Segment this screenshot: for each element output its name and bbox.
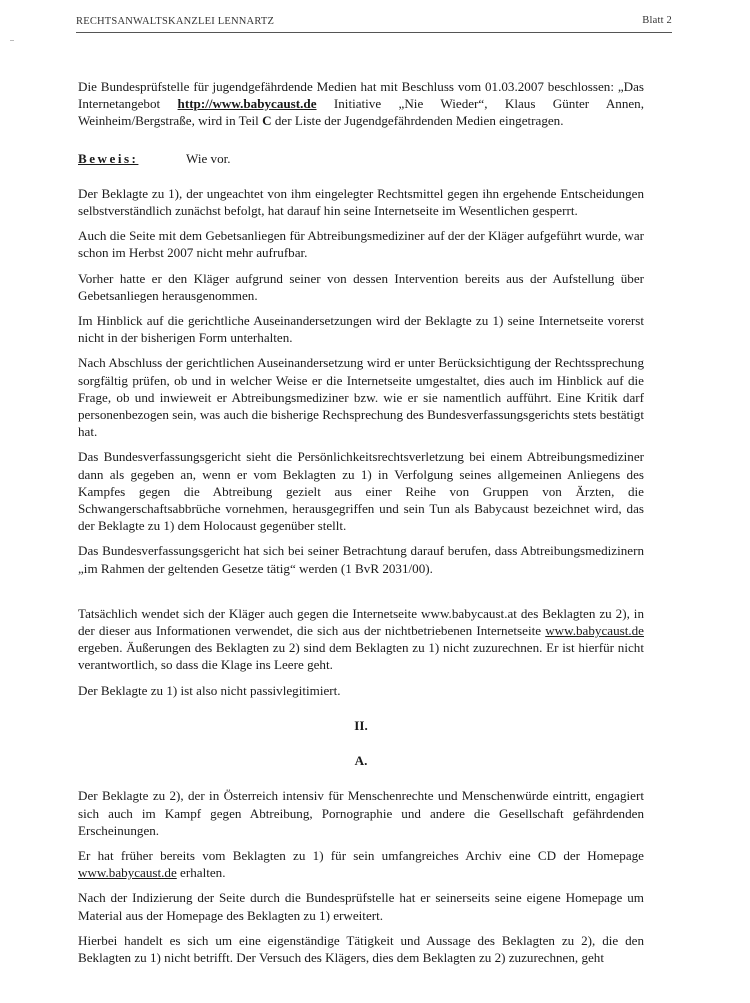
paragraph: Im Hinblick auf die gerichtliche Auseinandersetzungen wird der Beklagte zu 1) seine Internetseite vorerst nicht in der bisherigen Form unterhalten. [78, 313, 644, 346]
url-babycaust-de[interactable]: http://www.babycaust.de [177, 96, 317, 112]
paragraph-tatsaechlich: Tatsächlich wendet sich der Kläger auch gegen die Internetseite www.babycaust.at des Beklagten zu 2), in der dieser aus Informationen verwendet, die sich aus der nichtbetriebenen Internetseite www.babycaust.de ergeben. Äußerungen des Beklagten zu 2) sind dem Beklagten zu 1) nicht zuzurechnen. Er ist hierfür nicht verantwortlich, so dass die Klage ins Leere geht. [78, 605, 644, 673]
law-firm-name: RECHTSANWALTSKANZLEI LENNARTZ [76, 16, 275, 27]
paragraph: Hierbei handelt es sich um eine eigenständige Tätigkeit und Aussage des Beklagten zu 2), die den Beklagten zu 1) nicht betrifft. Der Versuch des Klägers, dies dem Beklagten zu 2) zuzurechnen, geht [78, 932, 644, 965]
document-body [78, 78, 644, 974]
paragraph-cd: Er hat früher bereits vom Beklagten zu 1) für sein umfangreiches Archiv eine CD der Homepage www.babycaust.de erhalten. [78, 847, 644, 881]
paragraph: Nach Abschluss der gerichtlichen Auseinandersetzung wird er unter Berücksichtigung der Rechtssprechung sorgfältig prüfen, ob und in welcher Weise er die Internetseite umgestaltet, dies auch im Hinblick auf die Frage, ob und inwieweit er Abtreibungsmediziner bzw. wie er sie namentlich aufführt. Eine Kritik darf personenbezogen sein, was auch die bisherige Rechsprechung des Bundesverfassungsgerichts stets bestätigt hat. [78, 355, 644, 440]
page-number: Blatt 2 [642, 15, 672, 26]
url-babycaust-de[interactable]: www.babycaust.de [545, 623, 644, 639]
paragraph: Das Bundesverfassungsgericht hat sich bei seiner Betrachtung darauf berufen, dass Abtreibungsmedizinern „im Rahmen der geltenden Gesetze tätig“ werden (1 BvR 2031/00). [78, 543, 644, 576]
page-header [76, 10, 672, 33]
section-heading-ii: II. [354, 717, 368, 733]
paragraph: Vorher hatte er den Kläger aufgrund seiner von dessen Intervention bereits aus der Aufstellung über Gebetsanliegen herausgenommen. [78, 270, 644, 303]
paragraph: Der Beklagte zu 1) ist also nicht passivlegitimiert. [78, 682, 341, 698]
paragraph: Das Bundesverfassungsgericht sieht die Persönlichkeitsrechtsverletzung bei einem Abtreibungsmediziner dann als gegeben an, wenn er vom Beklagten zu 1) in Verfolgung seines allgemeinen Anliegens des Kampfes gegen die Abtreibung gezielt aus einer Reihe von Gruppen von Ärzten, die Schwangerschaftsabbrüche vornehmen, herausgegriffen und sein Tun als Babycaust bezeichnet wird, das der Beklagte zu 1) dem Holocaust gegenüber stellt. [78, 449, 644, 534]
section-heading-a: A. [354, 753, 368, 769]
beweis-text: Wie vor. [186, 150, 231, 166]
beweis-label: Beweis: [78, 150, 139, 166]
beweis-line [78, 150, 644, 167]
paragraph: Der Beklagte zu 1), der ungeachtet von ihm eingelegter Rechtsmittel gegen ihn ergehende Entscheidungen selbstverständlich zunächst befolgt, hat darauf hin seine Internetseite im Wesentlichen gesperrt. [78, 185, 644, 219]
margin-mark [10, 40, 14, 41]
paragraph-decision: Die Bundesprüfstelle für jugendgefährdende Medien hat mit Beschluss vom 01.03.2007 beschlossen: „Das Internetangebot http://www.babycaust.de Initiative „Nie Wieder“, Klaus Günter Annen, Weinheim/Bergstraße, wird in Teil C der Liste der Jugendgefährdenden Medien eingetragen. [78, 79, 644, 129]
paragraph: Auch die Seite mit dem Gebetsanliegen für Abtreibungsmediziner auf der der Kläger aufgeführt wurde, war schon im Herbst 2007 nicht mehr aufrufbar. [78, 228, 644, 261]
paragraph: Der Beklagte zu 2), der in Österreich intensiv für Menschenrechte und Menschenwürde eintritt, engagiert sich auch im Kampf gegen Abtreibung, Pornographie und andere die Gesellschaft gefährdenden Erscheinungen. [78, 788, 644, 838]
paragraph: Nach der Indizierung der Seite durch die Bundesprüfstelle hat er seinerseits seine eigene Homepage um Material aus der Homepage des Beklagten zu 1) erweitert. [78, 890, 644, 923]
url-babycaust-de[interactable]: www.babycaust.de [78, 865, 177, 881]
